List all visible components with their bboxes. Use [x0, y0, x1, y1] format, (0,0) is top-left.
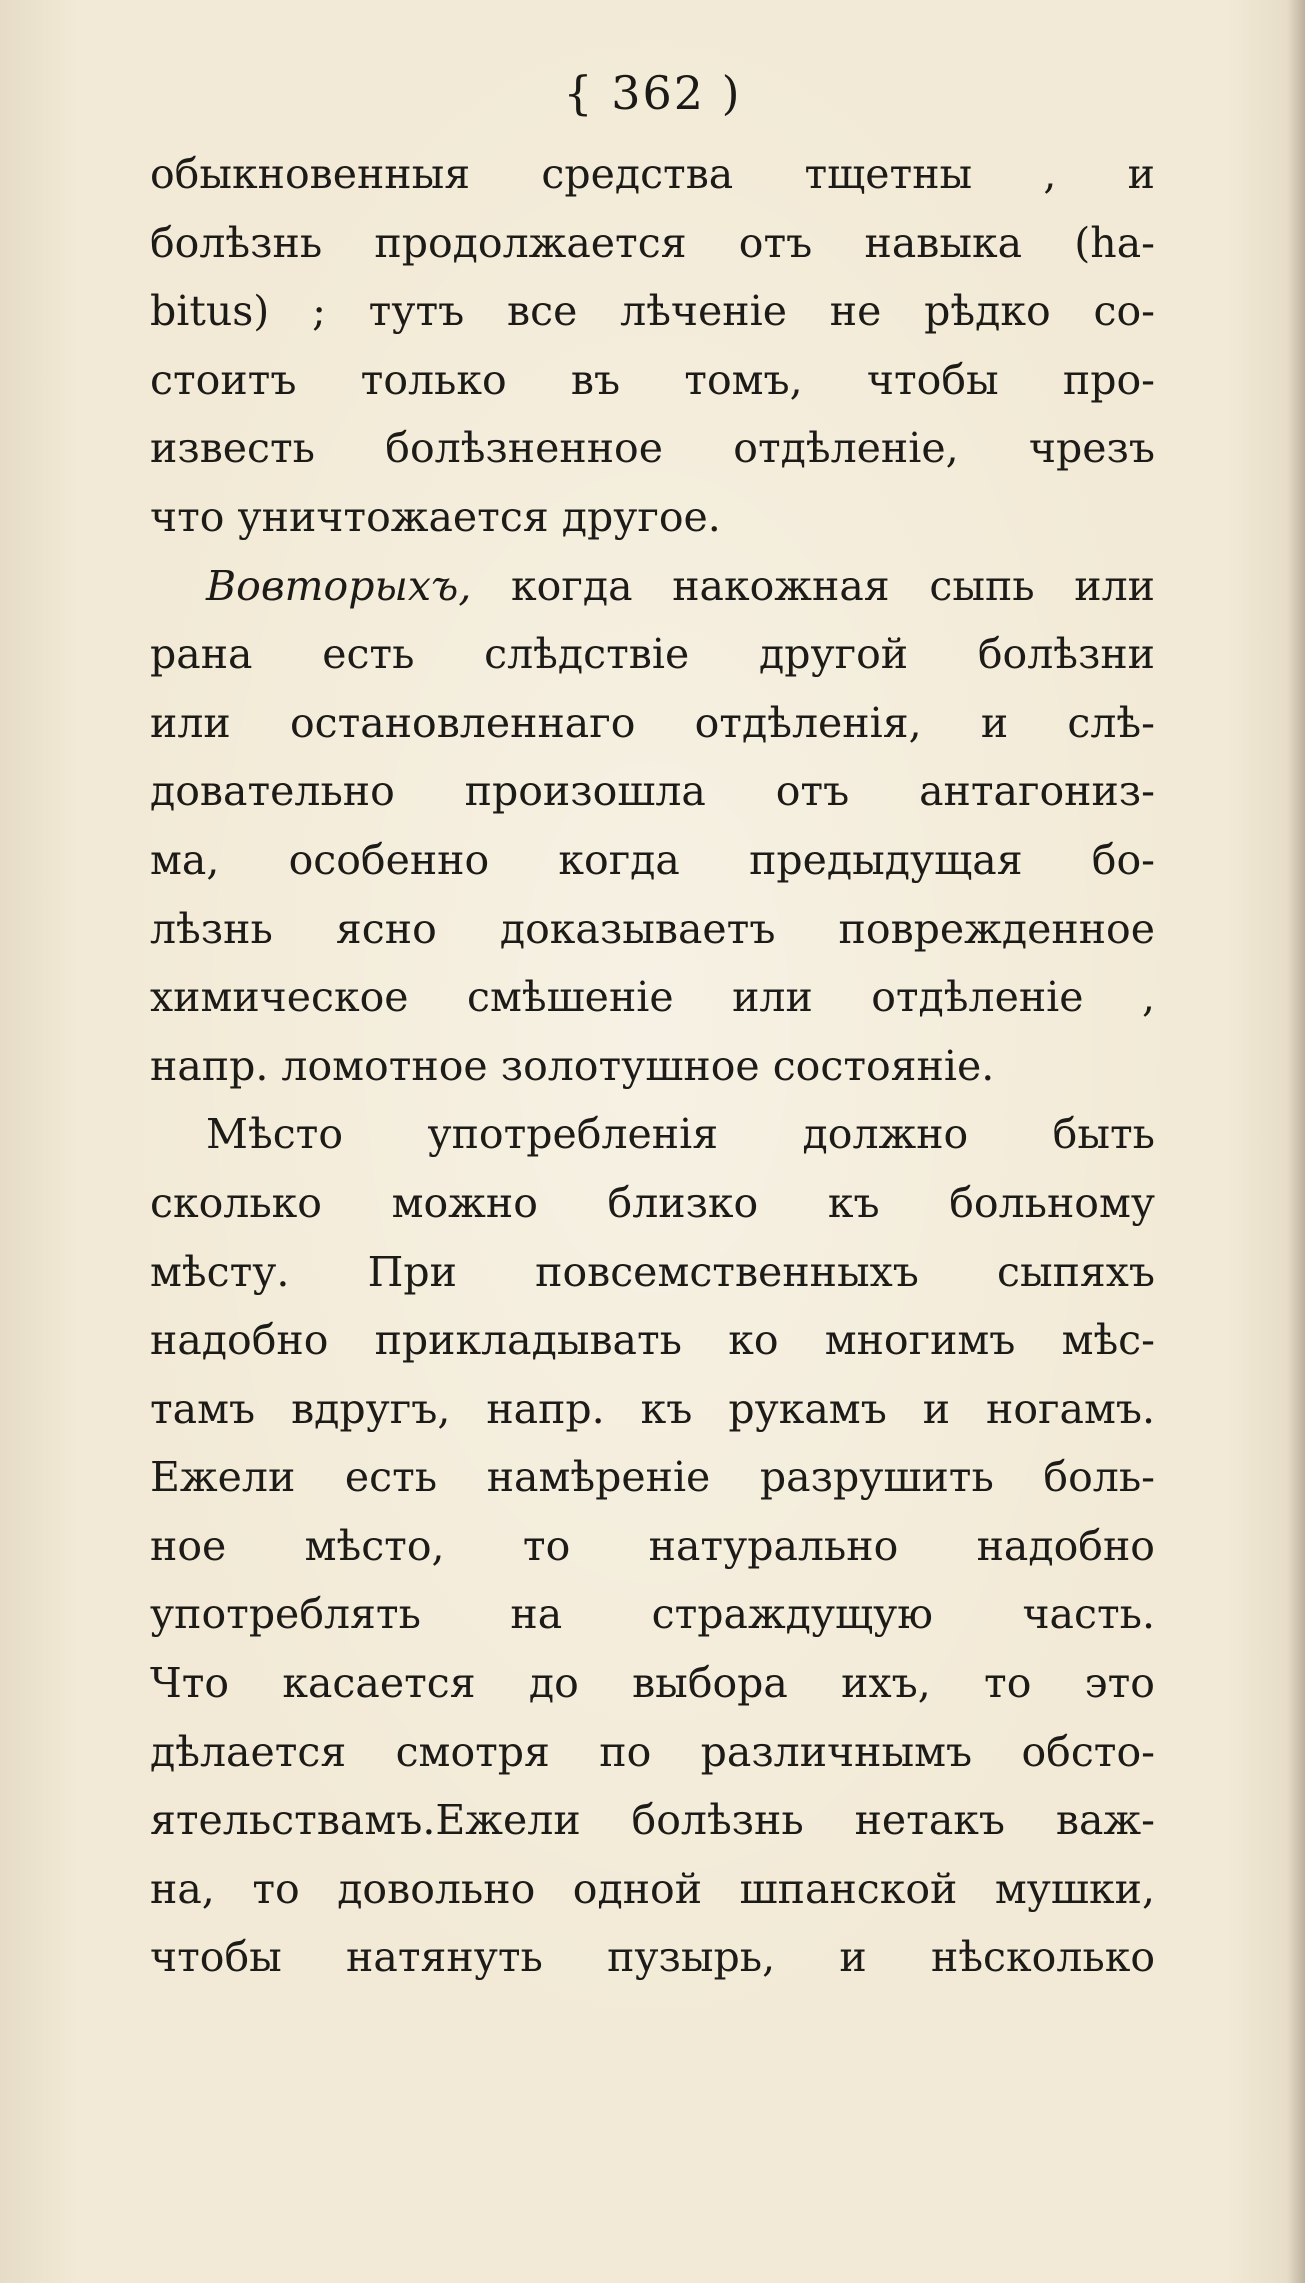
text-line: рана есть слѣдствіе другой болѣзни — [150, 630, 1155, 679]
text-line: на, то довольно одной шпанской мушки, — [150, 1864, 1155, 1913]
text-line: известь болѣзненное отдѣленіе, чрезъ — [150, 424, 1155, 473]
text-line-paragraph-start: Мѣсто употребленія должно быть — [206, 1110, 1155, 1159]
text-line: надобно прикладывать ко многимъ мѣс- — [150, 1316, 1155, 1365]
text-line: довательно произошла отъ антагониз- — [150, 767, 1155, 816]
text-line: лѣзнь ясно доказываетъ поврежденное — [150, 904, 1155, 953]
text-line: стоитъ только въ томъ, чтобы про- — [150, 355, 1155, 404]
text-line: обыкновенныя средства тщетны , и — [150, 150, 1155, 198]
text-line: напр. ломотное золотушное состояніе. — [150, 1041, 995, 1090]
page-number: { 362 ) — [563, 66, 742, 120]
text-line: мѣсту. При повсемственныхъ сыпяхъ — [150, 1247, 1155, 1296]
text-line: химическое смѣшеніе или отдѣленіе , — [150, 973, 1155, 1022]
text-line: тамъ вдругъ, напр. къ рукамъ и ногамъ. — [150, 1384, 1155, 1433]
text-line: ятельствамъ.Ежели болѣзнь нетакъ важ- — [150, 1796, 1155, 1845]
body-text — [150, 140, 1155, 1992]
text-line: чтобы натянуть пузырь, и нѣсколько — [150, 1933, 1155, 1982]
text-line-paragraph-start: Вовторыхъ, когда накожная сыпь или — [206, 561, 1155, 610]
page-edge-shadow — [1287, 0, 1305, 2283]
text-line: ма, особенно когда предыдущая бо- — [150, 835, 1155, 884]
text-line: болѣзнь продолжается отъ навыка (ha- — [150, 218, 1155, 267]
text-line: bitus) ; тутъ все лѣченіе не рѣдко со- — [150, 287, 1155, 336]
text-line: сколько можно близко къ больному — [150, 1178, 1155, 1227]
text-line: употреблять на страждущую часть. — [150, 1590, 1155, 1639]
text-line: или остановленнаго отдѣленія, и слѣ- — [150, 698, 1155, 747]
text-line: что уничтожается другое. — [150, 492, 721, 541]
text-line: дѣлается смотря по различнымъ обсто- — [150, 1727, 1155, 1776]
text-line: ное мѣсто, то натурально надобно — [150, 1521, 1155, 1570]
text-line: Что касается до выбора ихъ, то это — [150, 1659, 1155, 1708]
italic-lead-word: Вовторыхъ, — [206, 561, 472, 610]
text-line: Ежели есть намѣреніе разрушить боль- — [150, 1453, 1155, 1502]
